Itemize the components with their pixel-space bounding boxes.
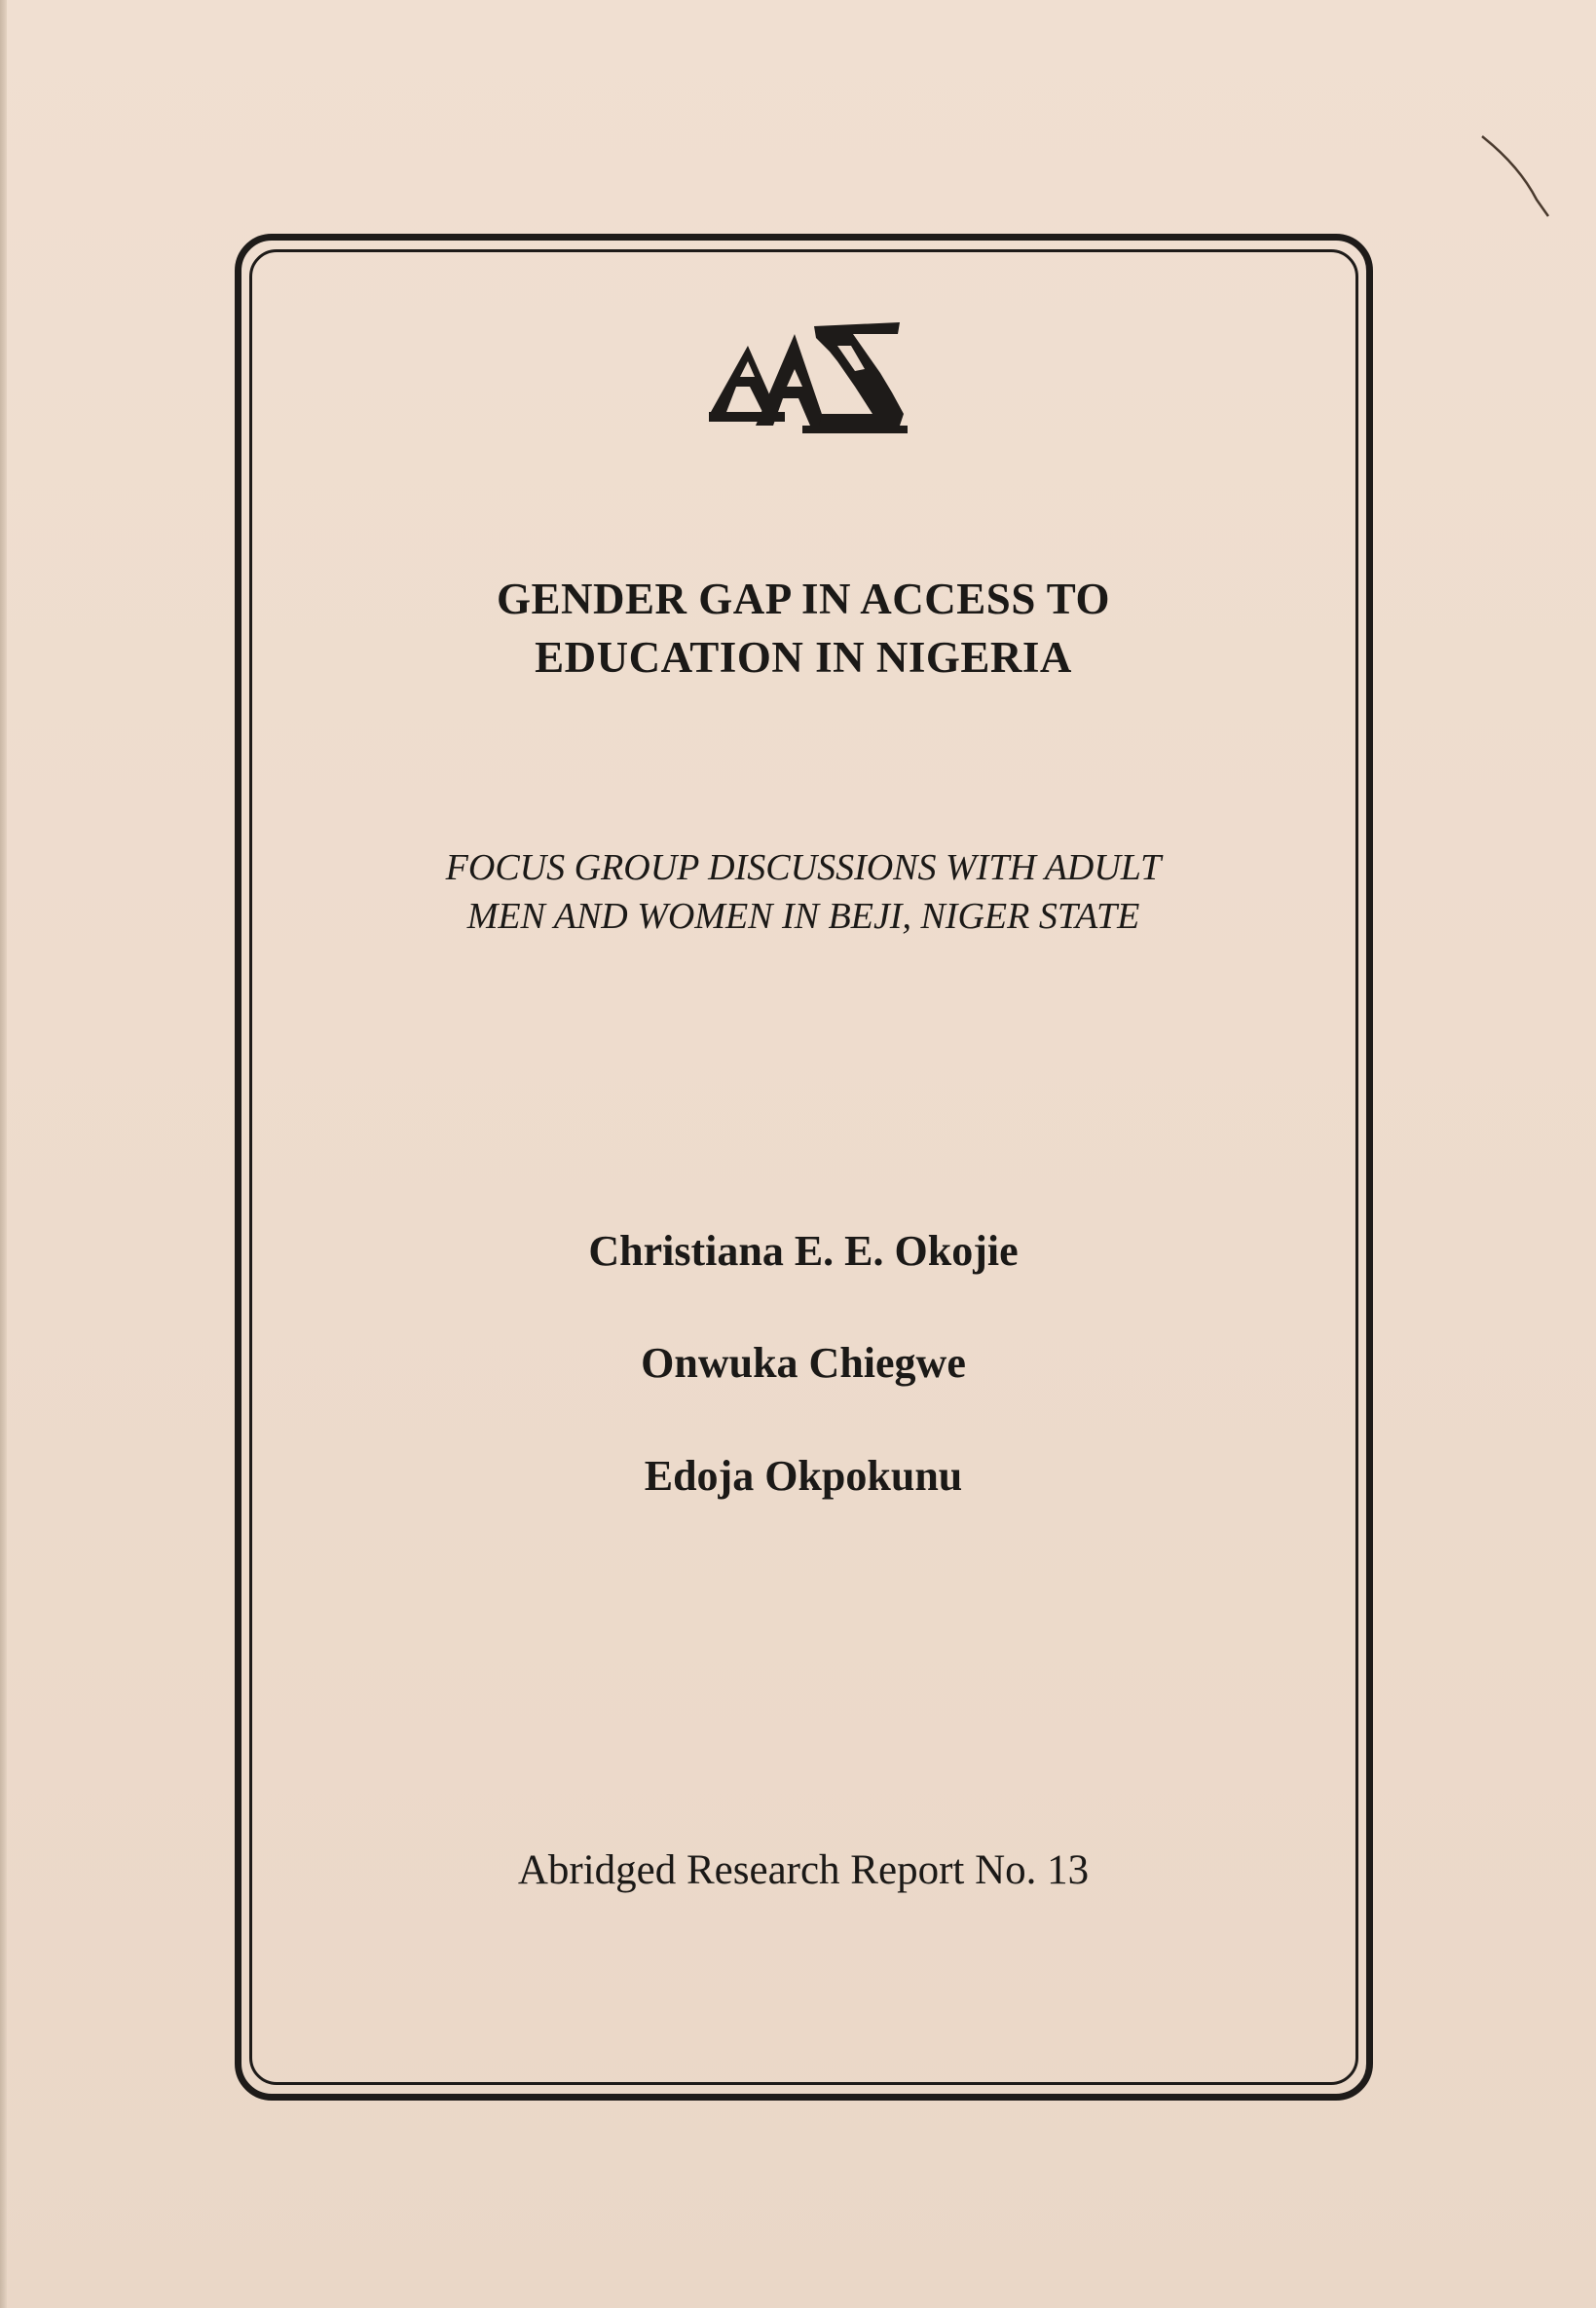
aas-logo xyxy=(709,316,908,443)
author-name: Christiana E. E. Okojie xyxy=(588,1227,1019,1275)
title-line: EDUCATION IN NIGERIA xyxy=(535,633,1072,682)
document-subtitle xyxy=(292,843,1315,941)
subtitle-line: MEN AND WOMEN IN BEJI, NIGER STATE xyxy=(466,896,1140,937)
subtitle-line: FOCUS GROUP DISCUSSIONS WITH ADULT xyxy=(445,847,1162,888)
series-label: Abridged Research Report No. 13 xyxy=(517,1847,1090,1893)
title-line: GENDER GAP IN ACCESS TO xyxy=(496,575,1110,623)
document-title xyxy=(292,570,1315,687)
inner-border-frame xyxy=(249,249,1358,2085)
author-name: Onwuka Chiegwe xyxy=(641,1339,966,1387)
author-name: Edoja Okpokunu xyxy=(644,1452,963,1500)
